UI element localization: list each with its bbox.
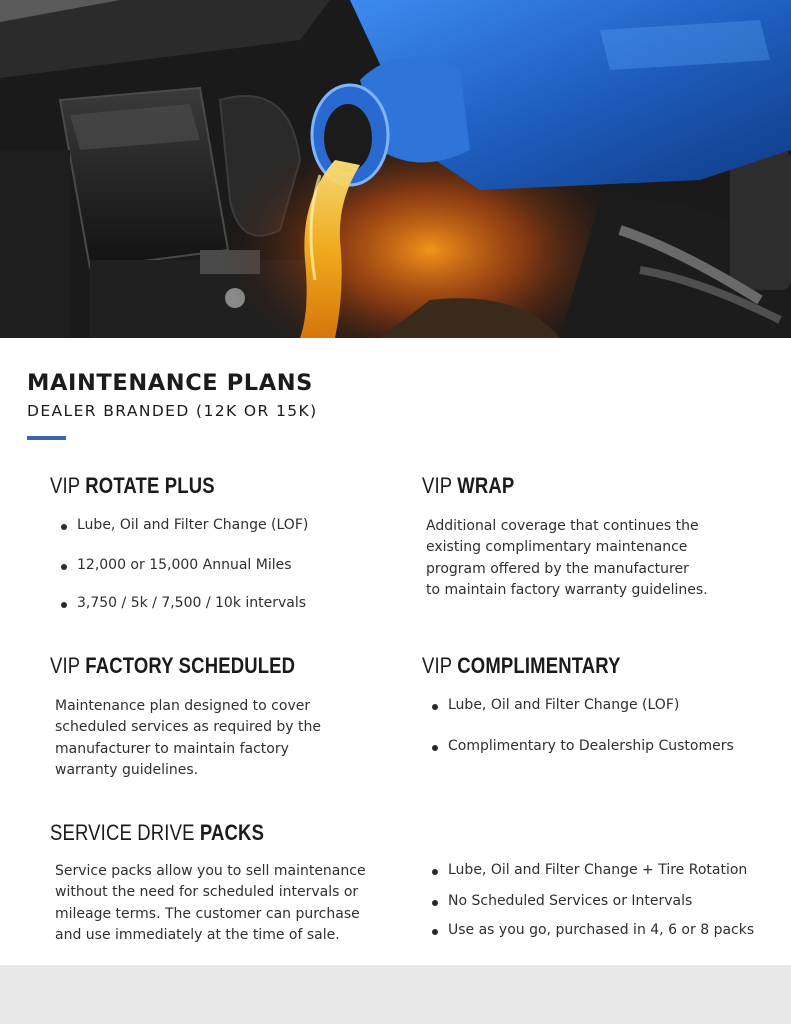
text-line: to maintain factory warranty guidelines. [426, 581, 708, 598]
plan-complimentary [422, 653, 658, 679]
service-drive-packs-bullets [426, 862, 754, 938]
hero-image [0, 0, 791, 338]
list-item: Lube, Oil and Filter Change (LOF) [55, 517, 308, 557]
plan-title-name: COMPLIMENTARY [457, 653, 621, 678]
plan-title [422, 473, 514, 499]
plan-title-prefix: VIP [50, 653, 80, 678]
plan-title-name: PACKS [199, 820, 265, 845]
list-item: No Scheduled Services or Intervals [426, 893, 754, 922]
plan-title [50, 653, 295, 679]
plan-title [50, 473, 215, 499]
factory-scheduled-description [55, 696, 321, 781]
plan-title-prefix: SERVICE DRIVE [50, 820, 195, 845]
list-item: Lube, Oil and Filter Change + Tire Rotation [426, 862, 754, 893]
list-item: Complimentary to Dealership Customers [426, 738, 734, 754]
list-item: Use as you go, purchased in 4, 6 or 8 packs [426, 922, 754, 938]
accent-divider [27, 436, 66, 440]
plan-title-name: ROTATE PLUS [85, 473, 215, 498]
rotate-plus-bullets [55, 517, 308, 611]
plan-wrap [422, 473, 532, 499]
text-line: warranty guidelines. [55, 761, 199, 778]
text-line: without the need for scheduled intervals or [55, 884, 359, 901]
plan-title [422, 653, 621, 679]
text-line: Maintenance plan designed to cover [55, 698, 311, 714]
service-drive-packs-description [55, 861, 366, 946]
plan-title-prefix: VIP [422, 473, 452, 498]
list-item: 12,000 or 15,000 Annual Miles [55, 557, 308, 595]
text-line: Service packs allow you to sell maintenance [55, 863, 366, 879]
text-line: mileage terms. The customer can purchase [55, 905, 360, 922]
plan-service-drive-packs [50, 820, 305, 846]
text-line: Additional coverage that continues the [426, 518, 699, 534]
plan-title [50, 820, 264, 846]
text-line: manufacturer to maintain factory [55, 740, 289, 757]
oil-pour-illustration [0, 0, 791, 338]
plan-rotate-plus [50, 473, 246, 499]
wrap-description [426, 516, 708, 601]
footer-band [0, 965, 791, 1024]
text-line: and use immediately at the time of sale. [55, 926, 340, 943]
complimentary-bullets [426, 697, 734, 754]
page-subtitle: DEALER BRANDED (12K OR 15K) [27, 402, 318, 420]
text-line: scheduled services as required by the [55, 719, 321, 736]
plan-factory-scheduled [50, 653, 342, 679]
plan-title-prefix: VIP [422, 653, 452, 678]
text-line: program offered by the manufacturer [426, 560, 689, 577]
plan-title-name: FACTORY SCHEDULED [85, 653, 296, 678]
list-item: 3,750 / 5k / 7,500 / 10k intervals [55, 595, 308, 611]
list-item: Lube, Oil and Filter Change (LOF) [426, 697, 734, 738]
plan-title-name: WRAP [457, 473, 515, 498]
text-line: existing complimentary maintenance [426, 539, 688, 556]
page-title: MAINTENANCE PLANS [27, 370, 313, 396]
plan-title-prefix: VIP [50, 473, 80, 498]
